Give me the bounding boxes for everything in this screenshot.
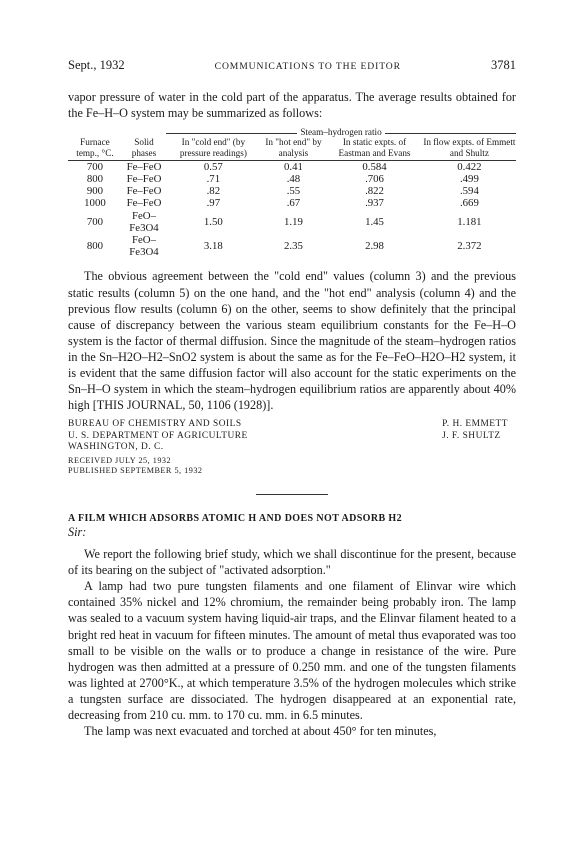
table-cell: .669 [459,197,479,210]
journal-page [68,58,516,739]
column-header: In "cold end" (by pressure readings) [179,137,247,158]
table-cell: .55 [286,185,301,198]
article-paragraph: We report the following brief study, which we shall discontinue for the present, because of its bearing on the subject of "activated adsorption." [68,547,516,578]
received-date: RECEIVED JULY 25, 1932 [68,456,172,466]
table-cell: 2.98 [365,240,384,253]
column-header: Solid phases [131,137,157,158]
table-cell: .82 [206,185,221,198]
table-row [68,210,516,234]
table-cell: .822 [365,185,384,198]
results-table [68,127,516,258]
table-cell: Fe–FeO [126,185,162,198]
table-cell: 700 [86,160,104,173]
published-date: PUBLISHED SEPTEMBER 5, 1932 [68,466,203,476]
page-header [68,58,516,73]
table-cell: .706 [365,173,384,185]
table-cell: .937 [365,197,384,210]
table-row [68,197,516,209]
table-cell: FeO–Fe3O4 [129,234,159,259]
table-cell: 800 [86,173,104,185]
table-cell: 1.50 [203,215,223,228]
table-cell: .71 [206,173,221,185]
table-cell: Fe–FeO [126,197,162,210]
table-cell: 2.35 [284,240,303,253]
column-header: In static expts. of Eastman and Evans [338,137,411,158]
column-header: Furnace temp., °C. [76,137,114,158]
page-number: 3781 [491,58,516,72]
table-cell: 0.584 [362,160,387,173]
affiliation-line: U. S. DEPARTMENT OF AGRICULTURE [68,430,248,441]
affiliation-block [68,419,516,476]
table-cell: FeO–Fe3O4 [129,209,159,234]
table-cell: .48 [286,173,301,185]
author-name: J. F. SHULTZ [442,430,501,441]
table-cell: .594 [459,185,479,198]
table-row [68,234,516,258]
table-cell: 3.18 [203,240,223,253]
table-cell: .67 [286,197,301,210]
table-cell: 1.19 [284,215,303,228]
table-cell: 1000 [84,197,106,210]
table-cell: Fe–FeO [126,173,162,185]
table-cell: 0.422 [457,160,482,173]
table-cell: Fe–FeO [126,160,162,173]
table-cell: 900 [86,185,104,198]
intro-paragraph: vapor pressure of water in the cold part of the apparatus. The average results obtained for the Fe–H–O system may be summarized as follows: [68,90,516,121]
journal-section-title: COMMUNICATIONS TO THE EDITOR [214,61,401,72]
column-header: In "hot end" by analysis [265,137,322,158]
table-cell: .97 [206,197,221,210]
table-cell: 1.45 [365,215,384,228]
table-column-headers [68,137,516,157]
table-row [68,173,516,185]
issue-date: Sept., 1932 [68,58,125,72]
table-cell: 0.57 [203,160,223,173]
affiliation-line: WASHINGTON, D. C. [68,442,164,453]
discussion-paragraph: The obvious agreement between the "cold end" values (column 3) and the previous static results (column 5) on the one hand, and the "hot end" analysis (column 4) and the previous flow results (column 6) on the other, seems to show definitely that the principal cause of discrepancy between the various steam equilibrium constants for the Fe–H–O system is the factor of thermal diffusion. Since the magnitude of the steam–hydrogen ratios in the Sn–H2O–H2–SnO2 system is about the same as for the Fe–FeO–H2O–H2 system, it is evident that the same diffusion factor will also account for the static experiments on the Sn–H–O system in which the steam–hydrogen equilibrium ratios are apparently about 40% high [THIS JOURNAL, 50, 1106 (1928)]. [68,269,516,413]
table-row [68,185,516,197]
table-span-header: Steam–hydrogen ratio [166,127,516,137]
section-divider [256,494,328,495]
article-paragraph: A lamp had two pure tungsten filaments and one filament of Elinvar wire which contained 35% nickel and 12% chromium, the remainder being probably iron. The lamp was sealed to a vacuum system having liquid-air traps, and the Elinvar filament heated to a bright red heat in vacuum for fifteen minutes. The amount of metal thus evaporated was too small to be visible on the walls or to produce a change in resistance of the wire. Pure hydrogen was then admitted at a pressure of 0.250 mm. and one of the tungsten filaments was lighted at 2700°K., at which temperature 3.5% of the hydrogen molecules which strike a tungsten surface are dissociated. The hydrogen disappeared at an exponential rate, decreasing from 210 cu. mm. to 170 cu. mm. in 6.5 minutes. [68,579,516,723]
table-cell: 1.181 [457,215,482,228]
salutation: Sir: [68,525,87,540]
affiliation-line: BUREAU OF CHEMISTRY AND SOILS [68,419,242,430]
author-name: P. H. EMMETT [442,419,508,430]
column-header: In flow expts. of Emmett and Shultz [423,137,516,158]
article-title: A FILM WHICH ADSORBS ATOMIC H AND DOES NOT ADSORB H2 [68,513,403,525]
table-cell: 0.41 [284,160,303,173]
article-paragraph: The lamp was next evacuated and torched at about 450° for ten minutes, [84,724,437,739]
table-cell: .499 [459,173,479,185]
table-cell: 700 [86,215,104,228]
author-list [442,419,516,476]
table-cell: 800 [86,240,104,253]
table-row [68,160,516,173]
table-cell: 2.372 [457,240,482,253]
